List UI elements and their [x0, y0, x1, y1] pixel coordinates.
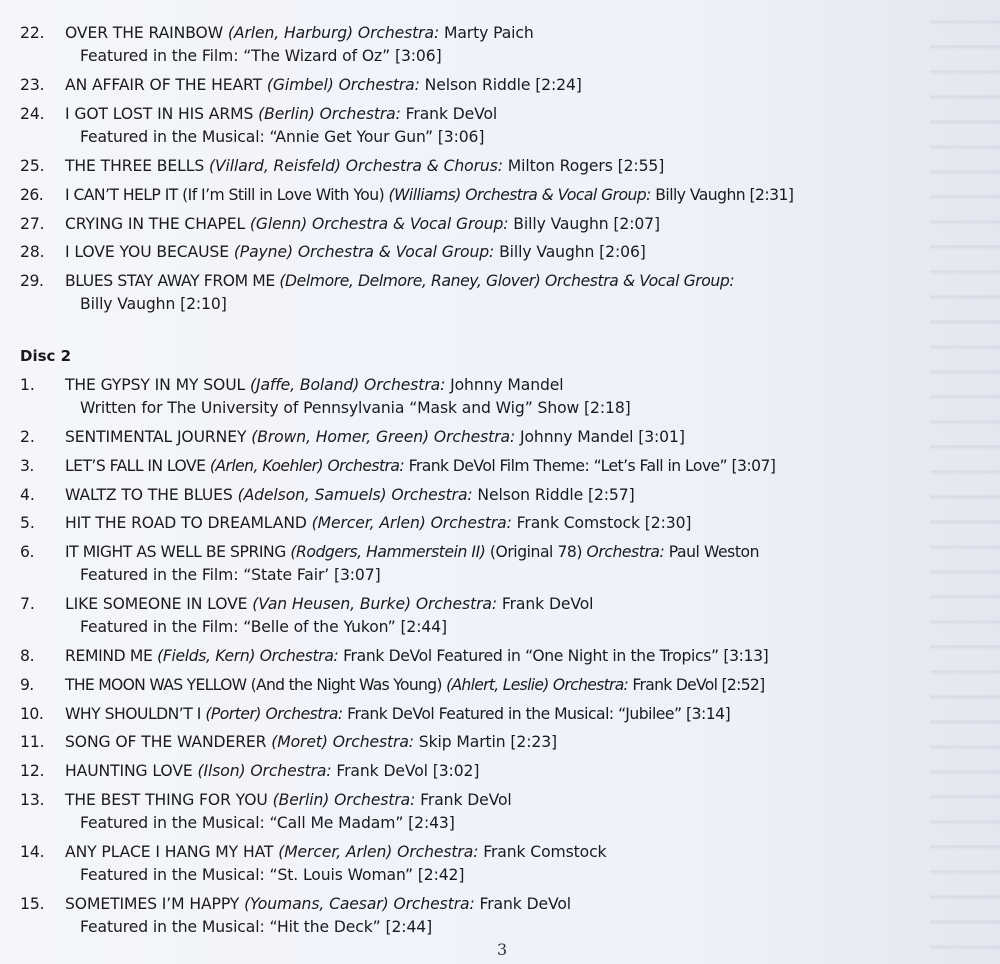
- track-number: 22.: [20, 24, 45, 42]
- track-number: 13.: [20, 791, 45, 809]
- track-note: Featured in the Musical: “St. Louis Woman” [2:42]: [80, 866, 465, 884]
- track-number: 5.: [20, 514, 35, 532]
- track-note: Featured in the Film: “Belle of the Yukon” [2:44]: [80, 618, 448, 636]
- track-artist: Frank DeVol: [405, 105, 498, 123]
- track-role: Orchestra:: [364, 376, 446, 394]
- track-role: Orchestra & Vocal Group:: [465, 186, 651, 204]
- track-title: REMIND ME: [65, 647, 153, 665]
- track-row: [20, 789, 512, 812]
- track-role: Orchestra:: [259, 647, 339, 665]
- track-row: [20, 241, 646, 264]
- track-row: [20, 760, 479, 783]
- track-title: AN AFFAIR OF THE HEART: [65, 76, 263, 94]
- track-credits: (Ilson): [197, 762, 246, 780]
- track-artist: Skip Martin [2:23]: [418, 733, 558, 751]
- track-role: Orchestra:: [393, 895, 475, 913]
- track-artist: Frank DeVol Featured in “One Night in the Tropics” [3:13]: [343, 647, 769, 665]
- track-row: [20, 103, 497, 126]
- track-row: [20, 593, 593, 616]
- track-title: THE MOON WAS YELLOW (And the Night Was Young): [65, 676, 442, 694]
- track-number: 3.: [20, 457, 34, 475]
- track-title: SOMETIMES I’M HAPPY: [65, 895, 240, 913]
- track-role: Orchestra:: [433, 428, 516, 446]
- track-row: [20, 674, 765, 697]
- track-title: I GOT LOST IN HIS ARMS: [65, 105, 254, 123]
- track-role: Orchestra & Chorus:: [345, 157, 503, 175]
- track-number: 9.: [20, 676, 34, 694]
- track-number: 25.: [20, 157, 45, 175]
- track-number: 7.: [20, 595, 35, 613]
- track-note: Featured in the Film: “State Fair’ [3:07]: [80, 566, 381, 584]
- track-number: 24.: [20, 105, 45, 123]
- show-through-shadow: [930, 0, 1000, 964]
- track-artist: Johnny Mandel: [450, 376, 564, 394]
- track-title: LIKE SOMEONE IN LOVE: [65, 595, 248, 613]
- track-row: [20, 703, 730, 726]
- track-role: Orchestra & Vocal Group:: [297, 243, 495, 261]
- track-row: [20, 213, 660, 236]
- track-row: [20, 455, 775, 478]
- track-note: Billy Vaughn [2:10]: [80, 295, 227, 313]
- track-artist: Billy Vaughn [2:06]: [499, 243, 646, 261]
- track-row: [20, 270, 734, 293]
- track-title: THE THREE BELLS: [65, 157, 205, 175]
- track-credits: (Moret): [271, 733, 328, 751]
- track-role: Orchestra:: [415, 595, 498, 613]
- track-role: Orchestra & Vocal Group:: [545, 272, 735, 290]
- track-credits: (Payne): [233, 243, 293, 261]
- track-title: CRYING IN THE CHAPEL: [65, 215, 246, 233]
- track-number: 6.: [20, 543, 34, 561]
- track-title: LET’S FALL IN LOVE: [65, 457, 206, 475]
- track-role: Orchestra:: [552, 676, 629, 694]
- track-number: 27.: [20, 215, 45, 233]
- track-note: Featured in the Musical: “Annie Get Your Gun” [3:06]: [80, 128, 485, 146]
- track-artist: Frank Comstock: [483, 843, 607, 861]
- track-credits: (Porter): [205, 705, 261, 723]
- track-number: 12.: [20, 762, 45, 780]
- track-role: Orchestra:: [357, 24, 440, 42]
- track-title: I LOVE YOU BECAUSE: [65, 243, 229, 261]
- track-row: [20, 731, 557, 754]
- track-role: Orchestra:: [338, 76, 420, 94]
- track-artist: Paul Weston: [668, 543, 760, 561]
- track-title: THE BEST THING FOR YOU: [65, 791, 268, 809]
- track-role: Orchestra:: [327, 457, 405, 475]
- track-role: Orchestra:: [430, 514, 512, 532]
- track-artist: Frank DeVol: [479, 895, 572, 913]
- track-row: [20, 22, 534, 45]
- track-credits: (Berlin): [258, 105, 315, 123]
- track-role: Orchestra:: [265, 705, 343, 723]
- track-role: Orchestra:: [334, 791, 416, 809]
- track-title: OVER THE RAINBOW: [65, 24, 224, 42]
- track-role: Orchestra:: [586, 543, 665, 561]
- track-number: 29.: [20, 272, 44, 290]
- track-artist: Frank DeVol: [501, 595, 594, 613]
- track-role: Orchestra:: [332, 733, 414, 751]
- track-row: [20, 645, 768, 668]
- page-number: 3: [497, 940, 508, 959]
- track-artist: Billy Vaughn [2:31]: [655, 186, 794, 204]
- track-artist: Frank DeVol [2:52]: [632, 676, 765, 694]
- track-number: 1.: [20, 376, 35, 394]
- track-title: I CAN’T HELP IT (If I’m Still in Love With You): [65, 186, 385, 204]
- track-title: THE GYPSY IN MY SOUL: [65, 376, 246, 394]
- track-credits: (Fields, Kern): [157, 647, 256, 665]
- track-credits: (Arlen, Koehler): [209, 457, 324, 475]
- track-note: Featured in the Film: “The Wizard of Oz” [3:06]: [80, 47, 442, 65]
- track-role: Orchestra:: [250, 762, 332, 780]
- track-title: HIT THE ROAD TO DREAMLAND: [65, 514, 307, 532]
- track-artist: Frank Comstock [2:30]: [516, 514, 692, 532]
- track-credits: (Rodgers, Hammerstein II): [290, 543, 486, 561]
- track-row: [20, 484, 635, 507]
- track-title: SONG OF THE WANDERER: [65, 733, 267, 751]
- track-title: BLUES STAY AWAY FROM ME: [65, 272, 275, 290]
- track-title: WHY SHOULDN’T I: [65, 705, 201, 723]
- track-row: [20, 841, 607, 864]
- track-title: SENTIMENTAL JOURNEY: [65, 428, 247, 446]
- track-row: [20, 426, 685, 449]
- track-number: 4.: [20, 486, 35, 504]
- track-number: 14.: [20, 843, 45, 861]
- track-number: 26.: [20, 186, 44, 204]
- track-artist: Frank DeVol Featured in the Musical: “Jubilee” [3:14]: [347, 705, 731, 723]
- track-row: [20, 541, 759, 564]
- track-credits: (Brown, Homer, Green): [251, 428, 430, 446]
- track-note: Written for The University of Pennsylvania “Mask and Wig” Show [2:18]: [80, 399, 631, 417]
- track-row: [20, 74, 582, 97]
- track-artist: Frank DeVol: [420, 791, 512, 809]
- track-credits: (Mercer, Arlen): [278, 843, 393, 861]
- track-credits: (Ahlert, Leslie): [446, 676, 549, 694]
- track-artist: Milton Rogers [2:55]: [507, 157, 665, 175]
- track-note: Featured in the Musical: “Call Me Madam” [2:43]: [80, 814, 455, 832]
- track-artist: Marty Paich: [443, 24, 534, 42]
- track-credits: (Youmans, Caesar): [244, 895, 389, 913]
- track-credits: (Delmore, Delmore, Raney, Glover): [279, 272, 541, 290]
- track-role: Orchestra:: [319, 105, 401, 123]
- track-extra: (Original 78): [489, 543, 583, 561]
- track-number: 15.: [20, 895, 45, 913]
- track-artist: Johnny Mandel [3:01]: [519, 428, 685, 446]
- track-title: ANY PLACE I HANG MY HAT: [65, 843, 274, 861]
- track-role: Orchestra & Vocal Group:: [312, 215, 509, 233]
- track-title: HAUNTING LOVE: [65, 762, 193, 780]
- track-number: 8.: [20, 647, 35, 665]
- track-title: WALTZ TO THE BLUES: [65, 486, 233, 504]
- track-credits: (Van Heusen, Burke): [252, 595, 411, 613]
- track-number: 28.: [20, 243, 45, 261]
- track-credits: (Gimbel): [266, 76, 334, 94]
- track-artist: Billy Vaughn [2:07]: [513, 215, 660, 233]
- track-artist: Frank DeVol [3:02]: [336, 762, 480, 780]
- track-credits: (Adelson, Samuels): [237, 486, 387, 504]
- track-credits: (Mercer, Arlen): [311, 514, 426, 532]
- track-role: Orchestra:: [397, 843, 479, 861]
- track-note: Featured in the Musical: “Hit the Deck” [2:44]: [80, 918, 433, 936]
- disc-heading: Disc 2: [20, 347, 72, 365]
- track-artist: Nelson Riddle [2:24]: [424, 76, 582, 94]
- track-number: 23.: [20, 76, 45, 94]
- track-credits: (Glenn): [249, 215, 308, 233]
- track-number: 10.: [20, 705, 44, 723]
- track-artist: Nelson Riddle [2:57]: [477, 486, 635, 504]
- track-row: [20, 155, 664, 178]
- track-row: [20, 184, 793, 207]
- track-title: IT MIGHT AS WELL BE SPRING: [65, 543, 286, 561]
- track-credits: (Arlen, Harburg): [227, 24, 354, 42]
- track-credits: (Williams): [388, 186, 461, 204]
- track-row: [20, 512, 691, 535]
- track-credits: (Berlin): [272, 791, 330, 809]
- track-credits: (Jaffe, Boland): [249, 376, 360, 394]
- track-row: [20, 374, 564, 397]
- track-credits: (Villard, Reisfeld): [209, 157, 341, 175]
- track-artist: Frank DeVol Film Theme: “Let’s Fall in Love” [3:07]: [408, 457, 776, 475]
- track-role: Orchestra:: [391, 486, 473, 504]
- track-number: 2.: [20, 428, 35, 446]
- track-row: [20, 893, 571, 916]
- track-number: 11.: [20, 733, 45, 751]
